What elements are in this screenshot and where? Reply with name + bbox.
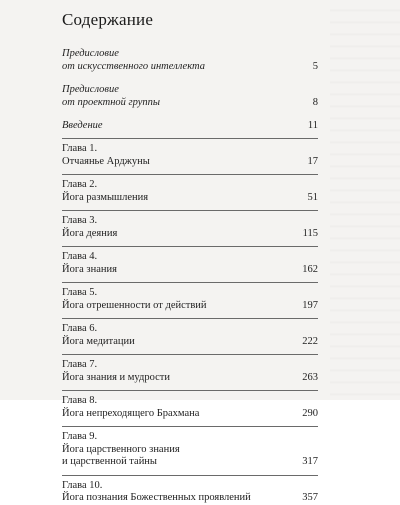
toc-entry-chapter-5 bbox=[62, 287, 318, 312]
divider bbox=[62, 210, 318, 211]
divider bbox=[62, 138, 318, 139]
toc-page-number: 197 bbox=[302, 299, 318, 311]
chapter-title: Йога знания bbox=[62, 263, 117, 275]
toc-entry-chapter-3 bbox=[62, 215, 318, 240]
toc-entry-chapter-4 bbox=[62, 251, 318, 276]
toc-entry-chapter-1 bbox=[62, 143, 318, 168]
page-title: Содержание bbox=[62, 10, 154, 29]
divider bbox=[62, 390, 318, 391]
chapter-label: Глава 6. bbox=[62, 323, 98, 334]
chapter-title: Йога отрешенности от действий bbox=[62, 299, 207, 311]
divider bbox=[62, 318, 318, 319]
divider bbox=[62, 426, 318, 427]
chapter-title: Йога размышления bbox=[62, 191, 149, 203]
toc-entry-line: от искусственного интеллекта bbox=[62, 61, 205, 72]
toc-page-number: 317 bbox=[302, 456, 318, 467]
toc-entry-preface-ai bbox=[62, 47, 318, 73]
toc-entry-line: Введение bbox=[62, 120, 103, 131]
toc-entry-chapter-10 bbox=[62, 480, 318, 505]
toc-entry-line: Предисловие bbox=[62, 48, 119, 59]
toc-entry-chapter-6 bbox=[62, 323, 318, 348]
toc-page-number: 17 bbox=[307, 155, 318, 167]
chapter-label: Глава 10. bbox=[62, 479, 103, 491]
toc-page-number: 51 bbox=[307, 191, 318, 203]
toc-entry-line: от проектной группы bbox=[62, 97, 161, 108]
toc-entry-chapter-7 bbox=[62, 359, 318, 384]
chapter-label: Глава 1. bbox=[62, 143, 98, 154]
chapter-title: Йога познания Божественных проявлений bbox=[62, 492, 251, 503]
divider bbox=[62, 475, 318, 476]
chapter-title: Йога непреходящего Брахмана bbox=[62, 407, 200, 419]
toc-page-number: 290 bbox=[302, 407, 318, 419]
chapter-title-continuation: и царственной тайны bbox=[62, 456, 157, 467]
chapter-title: Йога деяния bbox=[62, 227, 118, 239]
toc-entry-line: Предисловие bbox=[62, 84, 119, 95]
chapter-title: Йога царственного знания bbox=[62, 443, 180, 455]
divider bbox=[62, 354, 318, 355]
toc-page-number: 8 bbox=[312, 97, 318, 108]
toc-entry-introduction bbox=[62, 119, 318, 132]
divider bbox=[62, 246, 318, 247]
toc-page-number: 357 bbox=[302, 492, 318, 503]
chapter-label: Глава 3. bbox=[62, 215, 98, 226]
toc-entry-preface-project bbox=[62, 83, 318, 109]
toc-page-number: 222 bbox=[302, 335, 318, 347]
chapter-label: Глава 5. bbox=[62, 287, 98, 298]
chapter-title: Йога медитации bbox=[62, 335, 135, 347]
chapter-label: Глава 8. bbox=[62, 395, 98, 406]
divider bbox=[62, 282, 318, 283]
toc-page-number: 5 bbox=[312, 61, 318, 72]
toc-page-number: 162 bbox=[302, 263, 318, 275]
toc-entry-chapter-8 bbox=[62, 395, 318, 420]
chapter-label: Глава 7. bbox=[62, 359, 98, 370]
chapter-label: Глава 4. bbox=[62, 251, 98, 262]
toc-page-number: 263 bbox=[302, 371, 318, 383]
toc-page-number: 115 bbox=[302, 227, 318, 239]
divider bbox=[62, 174, 318, 175]
toc-page-number: 11 bbox=[307, 120, 318, 131]
chapter-label: Глава 2. bbox=[62, 179, 98, 190]
table-of-contents bbox=[62, 47, 318, 505]
toc-entry-chapter-9 bbox=[62, 431, 318, 469]
chapter-label: Глава 9. bbox=[62, 431, 98, 442]
chapter-title: Отчаянье Арджуны bbox=[62, 155, 150, 167]
bleed-through-texture bbox=[330, 0, 400, 400]
chapter-title: Йога знания и мудрости bbox=[62, 371, 170, 383]
toc-entry-chapter-2 bbox=[62, 179, 318, 204]
